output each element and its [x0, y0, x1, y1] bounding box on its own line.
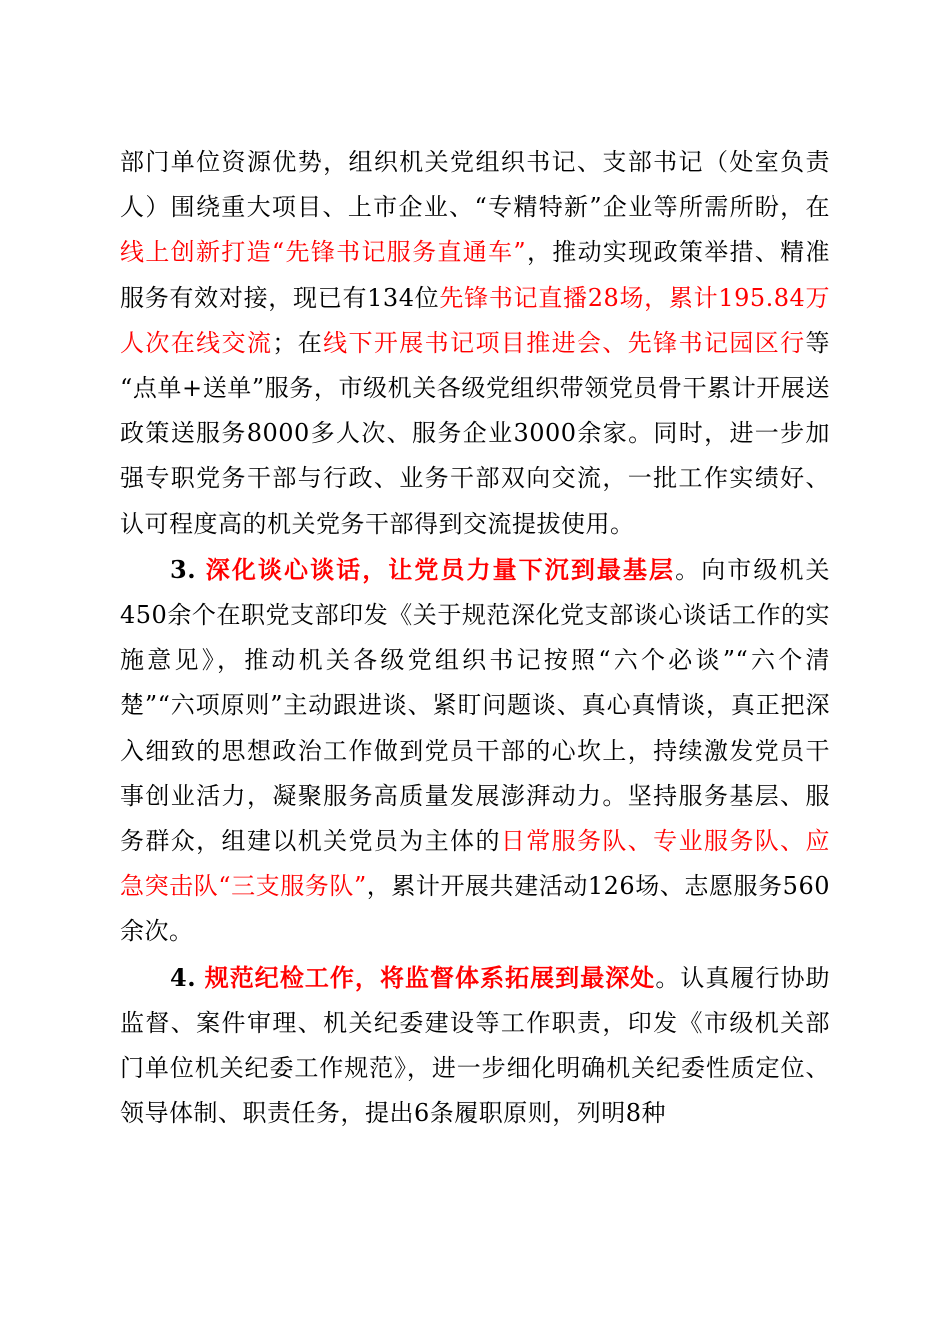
text-segment: ，累计开展共建活动126场、志愿服务560余次。 [120, 872, 830, 946]
text-segment: 等 “点单+送单”服务，市级机关各级党组织带领党员骨干累计开展送政策送服务8000多人次、服务企业3000余家。同时，进一步加强专职党务干部与行政、业务干部双向交流，一批工作实绩好、认可程度高的机关党务干部得到交流提拔使用。 [120, 328, 831, 538]
section-heading: 深化谈心谈话，让党员力量下沉到最基层 [205, 554, 676, 584]
text-segment: ；在 [272, 328, 324, 357]
text-segment: 。认真履行协助监督、案件审理、机关纪委建设等工作职责，印发《市级机关部门单位机关纪委工作规范》，进一步细化明确机关纪委性质定位、领导体制、职责任务，提出6条履职原则，列明8种 [120, 963, 831, 1128]
highlight-service-teams: 日常服务队、专业服务队、应急突击队“三支服务队” [120, 827, 831, 901]
paragraph-services [120, 140, 830, 547]
paragraph-discipline [120, 955, 830, 1137]
highlight-livestream-stats: 先锋书记直播28场，累计195.84万人次在线交流 [120, 283, 831, 357]
section-heading: 规范纪检工作，将监督体系拓展到最深处 [204, 962, 656, 992]
text-segment: 。向市级机关450余个在职党支部印发《关于规范深化党支部谈心谈话工作的实施意见》，推动机关各级党组织书记按照“六个必谈”“六个清楚”“六项原则”主动跟进谈、紧盯问题谈、真心真情谈，真正把深入细致的思想政治工作做到党员干部的心坎上，持续激发党员干事创业活力，凝聚服务高质量发展澎湃动力。坚持服务基层、服务群众，组建以机关党员为主体的 [120, 555, 831, 856]
section-number: 4. [170, 962, 197, 992]
document-body [120, 140, 830, 1136]
paragraph-heart-talk [120, 547, 830, 955]
highlight-online-service: 线上创新打造“先锋书记服务直通车” [120, 238, 527, 267]
text-segment: ，推动实现政策举措、精准服务有效对接，现已有134位 [120, 238, 830, 312]
text-segment: 部门单位资源优势，组织机关党组织书记、支部书记（处室负责人）围绕重大项目、上市企业、“专精特新”企业等所需所盼，在 [120, 148, 830, 222]
section-number: 3. [170, 554, 197, 584]
highlight-offline-service: 线下开展书记项目推进会、先锋书记园区行 [323, 328, 806, 357]
